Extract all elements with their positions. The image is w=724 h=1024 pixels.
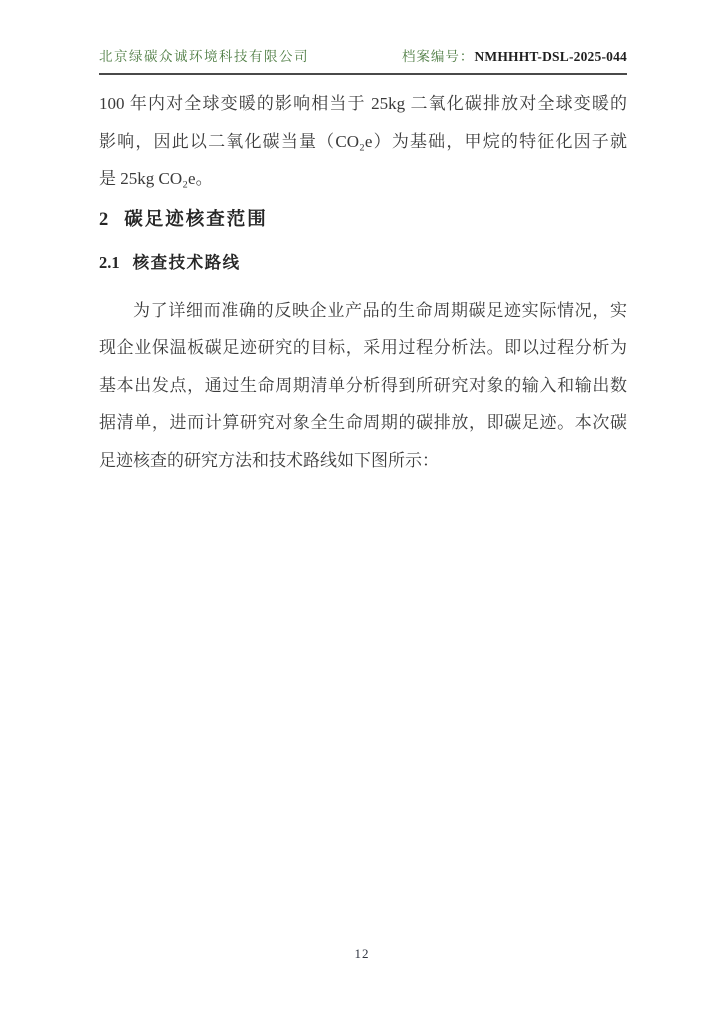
file-number-group bbox=[402, 48, 627, 66]
paragraph-line: 为了详细而准确的反映企业产品的生命周期碳足迹实际情况，实 bbox=[133, 300, 627, 320]
section-number: 2 bbox=[99, 209, 109, 230]
header-divider bbox=[99, 73, 627, 75]
section-title: 核查技术路线 bbox=[132, 252, 241, 272]
paragraph-line: 基本出发点，通过生命周期清单分析得到所研究对象的输入和输出数 bbox=[99, 375, 627, 395]
page-number: 12 bbox=[354, 946, 370, 961]
paragraph-line: 现企业保温板碳足迹研究的目标，采用过程分析法。即以过程分析为 bbox=[99, 338, 627, 357]
file-number-label: 档案编号： bbox=[401, 49, 475, 64]
paragraph-line: 据清单，进而计算研究对象全生命周期的碳排放，即碳足迹。本次碳 bbox=[99, 413, 627, 432]
page-header bbox=[99, 48, 627, 66]
company-name: 北京绿碳众诚环境科技有限公司 bbox=[99, 49, 309, 64]
paragraph-method bbox=[99, 292, 627, 480]
paragraph-gwp bbox=[99, 85, 627, 198]
paragraph-line: 影响，因此以二氧化碳当量（CO₂e）为基础，甲烷的特征化因子就 bbox=[99, 131, 627, 151]
section-heading-2 bbox=[99, 207, 627, 233]
section-heading-2-1 bbox=[99, 251, 627, 275]
section-title: 碳足迹核查范围 bbox=[124, 209, 268, 230]
paragraph-line: 足迹核查的研究方法和技术路线如下图所示： bbox=[99, 450, 439, 470]
section-number: 2.1 bbox=[99, 252, 120, 272]
paragraph-line: 是 25kg CO₂e。 bbox=[99, 169, 213, 188]
file-number-value: NMHHHT-DSL-2025-044 bbox=[474, 49, 627, 64]
paragraph-line: 100 年内对全球变暖的影响相当于 25kg 二氧化碳排放对全球变暖的 bbox=[99, 94, 627, 113]
